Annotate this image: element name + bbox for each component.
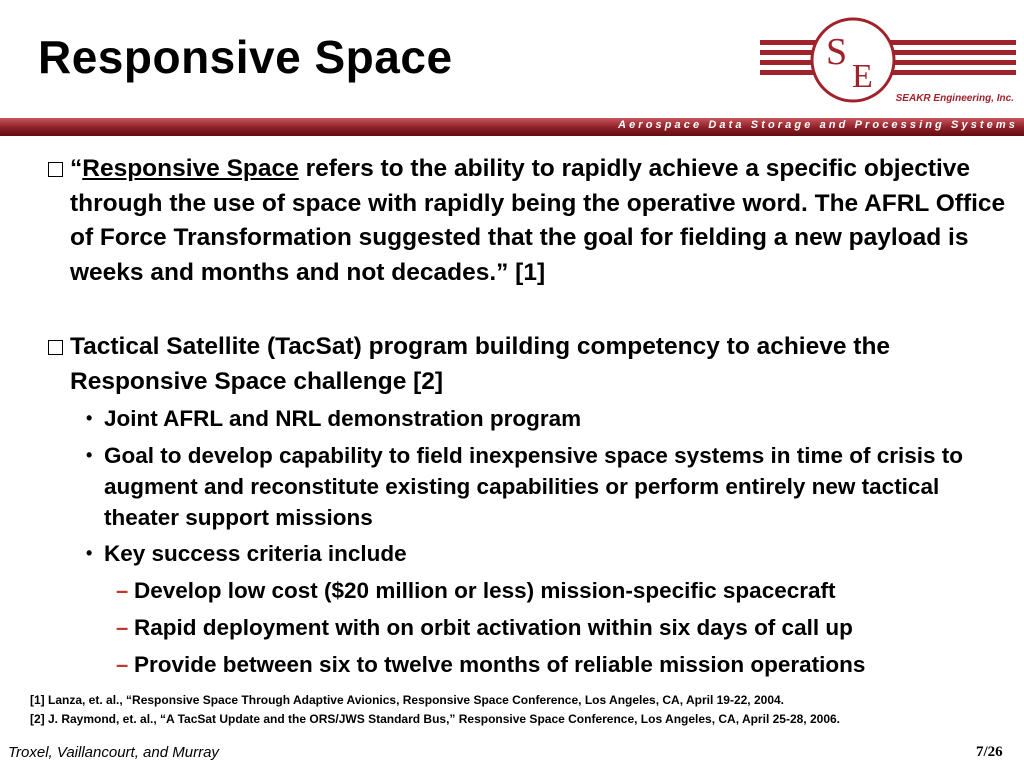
dot-bullet-icon: •	[86, 445, 93, 465]
reference-1: [1] Lanza, et. al., “Responsive Space Through Adaptive Avionics, Responsive Space Conference, Los Angeles, CA, April 19-22, 2004.	[30, 693, 785, 707]
header-band	[0, 118, 1024, 136]
criteria-mission-operations	[116, 649, 1014, 680]
bullet-tacsat	[48, 330, 1010, 399]
bullet-text: Rapid deployment with on orbit activation within six days of call up	[134, 615, 853, 640]
tagline: Aerospace Data Storage and Processing Systems	[618, 119, 1018, 131]
logo-letter-s: S	[826, 31, 848, 73]
square-bullet-icon	[48, 330, 63, 366]
dash-bullet-icon: –	[116, 615, 129, 640]
square-bullet-icon	[48, 152, 63, 188]
dot-bullet-icon: •	[86, 543, 93, 563]
bullet-text: refers to the ability to rapidly achieve a specific objective through the use of space with rapidly being the operative word. The AFRL Office of Force Transformation suggested that the goal for fielding a new payload is weeks and months and not decades.” [1]	[70, 155, 1006, 286]
open-quote: “	[70, 155, 83, 182]
logo-stripe	[760, 60, 816, 65]
page-number: 7/26	[976, 744, 1003, 760]
sub-bullet-criteria	[86, 538, 1004, 569]
bullet-text: Tactical Satellite (TacSat) program building competency to achieve the Responsive Space challenge [2]	[70, 333, 891, 395]
sub-bullet-joint-program	[86, 403, 1004, 434]
bullet-text: Develop low cost ($20 million or less) mission-specific spacecraft	[134, 578, 836, 603]
bullet-text: Provide between six to twelve months of reliable mission operations	[134, 652, 866, 677]
criteria-low-cost	[116, 575, 1014, 606]
logo-letter-e: E	[852, 58, 873, 95]
logo-stripe	[890, 40, 1016, 45]
footer-authors: Troxel, Vaillancourt, and Murray	[8, 744, 219, 761]
dash-bullet-icon: –	[116, 578, 129, 603]
dot-bullet-icon: •	[86, 408, 93, 428]
logo-stripe	[890, 70, 1016, 75]
term-responsive-space: Responsive Space	[82, 155, 299, 182]
seakr-logo	[760, 14, 1020, 110]
logo-stripe	[760, 70, 816, 75]
dash-bullet-icon: –	[116, 652, 129, 677]
logo-company-name: SEAKR Engineering, Inc.	[895, 93, 1014, 104]
bullet-responsive-space	[48, 152, 1010, 290]
bullet-text: Key success criteria include	[104, 541, 407, 566]
logo-stripe	[760, 50, 816, 55]
sub-bullet-goal	[86, 440, 1004, 533]
bullet-text: Goal to develop capability to field inexpensive space systems in time of crisis to augment and reconstitute existing capabilities or perform entirely new tactical theater support missions	[104, 443, 964, 530]
logo-stripe	[890, 50, 1016, 55]
slide-title: Responsive Space	[38, 31, 453, 83]
reference-2: [2] J. Raymond, et. al., “A TacSat Update and the ORS/JWS Standard Bus,” Responsive Space Conference, Los Angeles, CA, April 25-28, 2006.	[30, 712, 840, 726]
logo-stripe	[760, 40, 816, 45]
logo-stripe	[890, 60, 1016, 65]
criteria-rapid-deployment	[116, 612, 1014, 643]
bullet-text: Joint AFRL and NRL demonstration program	[104, 406, 582, 431]
